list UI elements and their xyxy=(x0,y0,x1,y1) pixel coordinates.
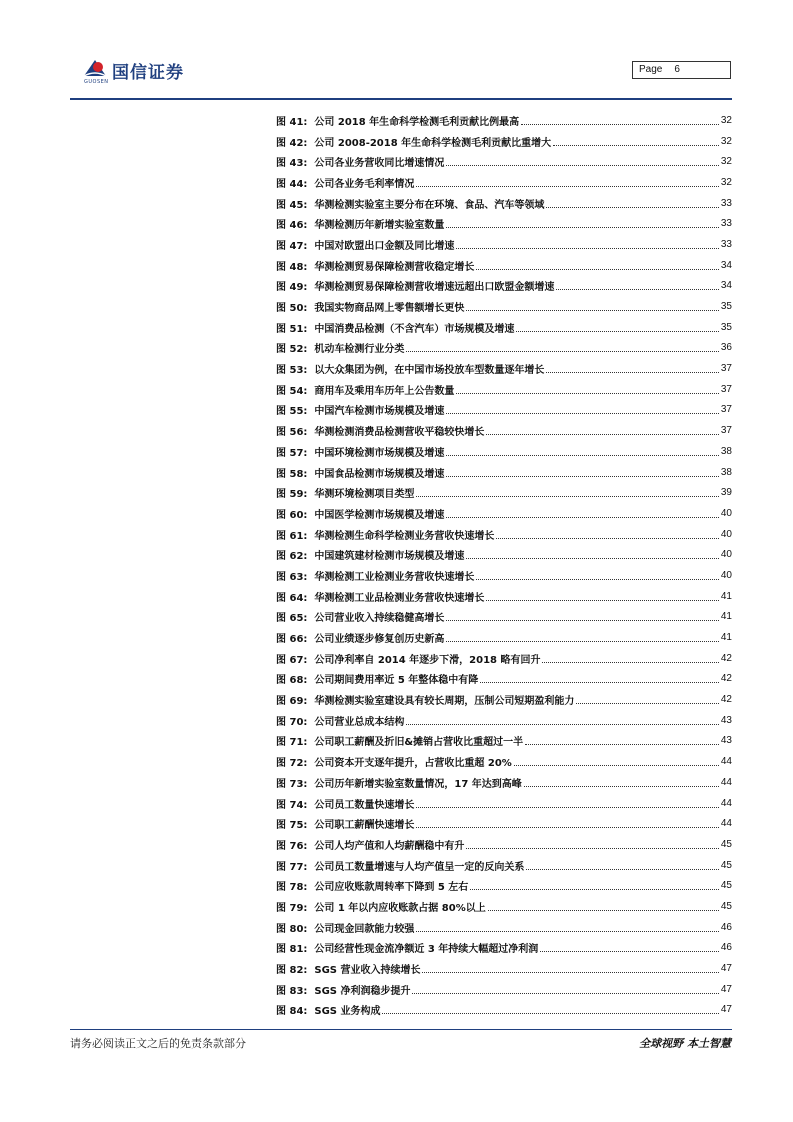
toc-entry[interactable] xyxy=(276,1000,732,1021)
toc-figure-number: 图 51: xyxy=(276,323,308,335)
toc-figure-title: 公司期间费用率近 5 年整体稳中有降 xyxy=(314,675,479,687)
toc-page-number: 43 xyxy=(720,735,732,747)
toc-figure-number: 图 73: xyxy=(276,778,308,790)
toc-leader-dots xyxy=(416,931,719,932)
disclaimer-note: 请务必阅读正文之后的免责条款部分 xyxy=(70,1037,246,1050)
toc-entry[interactable] xyxy=(276,875,732,896)
page-label: Page xyxy=(639,64,663,75)
toc-figure-title: 商用车及乘用车历年上公告数量 xyxy=(314,385,455,397)
toc-figure-number: 图 74: xyxy=(276,799,308,811)
toc-figure-title: 华测检测实验室建设具有较长周期，压制公司短期盈利能力 xyxy=(314,696,575,708)
toc-figure-number: 图 63: xyxy=(276,571,308,583)
toc-leader-dots xyxy=(524,786,719,787)
toc-leader-dots xyxy=(446,455,719,456)
toc-entry[interactable] xyxy=(276,441,732,462)
toc-entry[interactable] xyxy=(276,338,732,359)
toc-entry[interactable] xyxy=(276,917,732,938)
toc-leader-dots xyxy=(446,620,719,621)
toc-figure-title: 公司营业收入持续稳健高增长 xyxy=(314,613,445,625)
toc-figure-title: SGS 净利润稳步提升 xyxy=(314,985,411,997)
toc-figure-number: 图 60: xyxy=(276,509,308,521)
toc-leader-dots xyxy=(476,269,719,270)
toc-page-number: 42 xyxy=(720,673,732,685)
toc-leader-dots xyxy=(416,807,719,808)
toc-leader-dots xyxy=(546,372,719,373)
toc-figure-number: 图 80: xyxy=(276,923,308,935)
toc-figure-title: 公司 2008-2018 年生命科学检测毛利贡献比重增大 xyxy=(314,137,552,149)
toc-figure-number: 图 54: xyxy=(276,385,308,397)
toc-entry[interactable] xyxy=(276,131,732,152)
toc-entry[interactable] xyxy=(276,565,732,586)
toc-leader-dots xyxy=(516,331,719,332)
toc-figure-number: 图 47: xyxy=(276,240,308,252)
toc-figure-title: 公司 2018 年生命科学检测毛利贡献比例最高 xyxy=(314,116,520,128)
toc-figure-title: 华测检测历年新增实验室数量 xyxy=(314,220,445,232)
toc-leader-dots xyxy=(514,765,719,766)
toc-page-number: 36 xyxy=(720,342,732,354)
toc-figure-title: 公司人均产值和人均薪酬稳中有升 xyxy=(314,840,465,852)
toc-figure-number: 图 50: xyxy=(276,303,308,315)
toc-figure-number: 图 45: xyxy=(276,199,308,211)
toc-page-number: 40 xyxy=(720,549,732,561)
toc-page-number: 45 xyxy=(720,900,732,912)
toc-figure-title: 华测检测消费品检测营收平稳较快增长 xyxy=(314,427,485,439)
toc-leader-dots xyxy=(540,951,719,952)
toc-figure-title: 华测检测实验室主要分布在环境、食品、汽车等领域 xyxy=(314,199,545,211)
toc-leader-dots xyxy=(480,682,719,683)
toc-figure-title: 公司员工数量快速增长 xyxy=(314,799,415,811)
toc-page-number: 32 xyxy=(720,176,732,188)
toc-figure-title: 华测检测工业品检测业务营收快速增长 xyxy=(314,592,485,604)
toc-figure-title: 公司各业务毛利率情况 xyxy=(314,178,415,190)
toc-figure-number: 图 67: xyxy=(276,654,308,666)
toc-figure-title: 公司净利率自 2014 年逐步下滑，2018 略有回升 xyxy=(314,654,541,666)
toc-figure-number: 图 56: xyxy=(276,427,308,439)
toc-figure-number: 图 42: xyxy=(276,137,308,149)
toc-page-number: 40 xyxy=(720,569,732,581)
toc-leader-dots xyxy=(382,1013,718,1014)
toc-figure-title: 中国汽车检测市场规模及增速 xyxy=(314,406,445,418)
toc-entry[interactable] xyxy=(276,234,732,255)
toc-leader-dots xyxy=(542,662,718,663)
toc-entry[interactable] xyxy=(276,255,732,276)
toc-figure-number: 图 55: xyxy=(276,406,308,418)
toc-figure-number: 图 69: xyxy=(276,696,308,708)
toc-leader-dots xyxy=(446,517,719,518)
toc-page-number: 41 xyxy=(720,611,732,623)
toc-entry[interactable] xyxy=(276,544,732,565)
toc-page-number: 34 xyxy=(720,280,732,292)
toc-leader-dots xyxy=(546,207,719,208)
toc-leader-dots xyxy=(556,289,719,290)
toc-leader-dots xyxy=(412,993,718,994)
toc-entry[interactable] xyxy=(276,172,732,193)
toc-page-number: 32 xyxy=(720,114,732,126)
toc-entry[interactable] xyxy=(276,193,732,214)
toc-figure-number: 图 52: xyxy=(276,344,308,356)
toc-leader-dots xyxy=(486,600,719,601)
toc-page-number: 42 xyxy=(720,694,732,706)
toc-page-number: 37 xyxy=(720,404,732,416)
toc-figure-title: 公司业绩逐步修复创历史新高 xyxy=(314,634,445,646)
toc-page-number: 39 xyxy=(720,487,732,499)
toc-figure-number: 图 83: xyxy=(276,985,308,997)
toc-leader-dots xyxy=(406,724,719,725)
toc-figure-number: 图 70: xyxy=(276,716,308,728)
toc-entry[interactable] xyxy=(276,834,732,855)
toc-figure-title: 华测环境检测项目类型 xyxy=(314,489,415,501)
toc-page-number: 44 xyxy=(720,776,732,788)
toc-leader-dots xyxy=(406,351,719,352)
toc-figure-number: 图 75: xyxy=(276,820,308,832)
toc-entry[interactable] xyxy=(276,813,732,834)
figure-index-list xyxy=(276,110,732,1020)
toc-figure-title: 公司历年新增实验室数量情况，17 年达到高峰 xyxy=(314,778,522,790)
logo-text: 国信证券 xyxy=(112,63,184,83)
toc-page-number: 33 xyxy=(720,218,732,230)
toc-leader-dots xyxy=(470,889,719,890)
toc-leader-dots xyxy=(446,227,719,228)
toc-entry[interactable] xyxy=(276,938,732,959)
toc-figure-number: 图 49: xyxy=(276,282,308,294)
toc-entry[interactable] xyxy=(276,420,732,441)
toc-page-number: 47 xyxy=(720,983,732,995)
toc-page-number: 43 xyxy=(720,714,732,726)
toc-leader-dots xyxy=(466,848,719,849)
page-header xyxy=(0,0,793,100)
toc-page-number: 37 xyxy=(720,363,732,375)
toc-figure-title: 中国消费品检测（不含汽车）市场规模及增速 xyxy=(314,323,515,335)
toc-figure-number: 图 65: xyxy=(276,613,308,625)
toc-page-number: 44 xyxy=(720,797,732,809)
company-slogan: 全球视野 本土智慧 xyxy=(639,1037,731,1050)
toc-entry[interactable] xyxy=(276,400,732,421)
toc-figure-number: 图 81: xyxy=(276,944,308,956)
toc-figure-number: 图 58: xyxy=(276,468,308,480)
toc-page-number: 37 xyxy=(720,383,732,395)
toc-figure-title: 华测检测贸易保障检测营收稳定增长 xyxy=(314,261,475,273)
toc-entry[interactable] xyxy=(276,503,732,524)
toc-entry[interactable] xyxy=(276,855,732,876)
toc-leader-dots xyxy=(466,310,719,311)
toc-leader-dots xyxy=(488,910,719,911)
toc-entry[interactable] xyxy=(276,482,732,503)
toc-leader-dots xyxy=(466,558,719,559)
toc-page-number: 42 xyxy=(720,652,732,664)
toc-page-number: 33 xyxy=(720,197,732,209)
toc-entry[interactable] xyxy=(276,276,732,297)
toc-figure-number: 图 78: xyxy=(276,882,308,894)
toc-figure-title: 公司职工薪酬及折旧&摊销占营收比重超过一半 xyxy=(314,737,524,749)
toc-entry[interactable] xyxy=(276,213,732,234)
toc-page-number: 44 xyxy=(720,756,732,768)
toc-page-number: 40 xyxy=(720,528,732,540)
toc-leader-dots xyxy=(446,165,719,166)
toc-entry[interactable] xyxy=(276,979,732,1000)
toc-figure-title: 华测检测生命科学检测业务营收快速增长 xyxy=(314,530,495,542)
toc-page-number: 37 xyxy=(720,425,732,437)
footer-divider xyxy=(70,1029,732,1030)
toc-entry[interactable] xyxy=(276,669,732,690)
toc-page-number: 35 xyxy=(720,321,732,333)
header-divider xyxy=(70,98,732,100)
toc-entry[interactable] xyxy=(276,793,732,814)
toc-figure-number: 图 48: xyxy=(276,261,308,273)
toc-entry[interactable] xyxy=(276,689,732,710)
toc-leader-dots xyxy=(446,641,719,642)
toc-page-number: 34 xyxy=(720,259,732,271)
toc-figure-title: 机动车检测行业分类 xyxy=(314,344,405,356)
toc-figure-number: 图 64: xyxy=(276,592,308,604)
toc-figure-number: 图 53: xyxy=(276,365,308,377)
toc-figure-title: 中国食品检测市场规模及增速 xyxy=(314,468,445,480)
toc-figure-title: 中国环境检测市场规模及增速 xyxy=(314,447,445,459)
toc-figure-title: 公司 1 年以内应收账款占据 80%以上 xyxy=(314,902,486,914)
toc-figure-number: 图 76: xyxy=(276,840,308,852)
guosen-logo xyxy=(82,56,202,86)
toc-figure-title: 我国实物商品网上零售额增长更快 xyxy=(314,303,465,315)
toc-figure-number: 图 79: xyxy=(276,902,308,914)
toc-entry[interactable] xyxy=(276,896,732,917)
toc-figure-title: 华测检测贸易保障检测营收增速远超出口欧盟金额增速 xyxy=(314,282,555,294)
toc-page-number: 47 xyxy=(720,963,732,975)
page-indicator xyxy=(632,61,731,79)
toc-page-number: 45 xyxy=(720,838,732,850)
toc-figure-title: 公司现金回款能力较强 xyxy=(314,923,415,935)
toc-page-number: 33 xyxy=(720,238,732,250)
toc-figure-number: 图 43: xyxy=(276,158,308,170)
toc-figure-number: 图 41: xyxy=(276,116,308,128)
toc-page-number: 38 xyxy=(720,466,732,478)
toc-figure-title: 公司应收账款周转率下降到 5 左右 xyxy=(314,882,469,894)
toc-figure-title: 公司员工数量增速与人均产值呈一定的反向关系 xyxy=(314,861,525,873)
toc-page-number: 46 xyxy=(720,942,732,954)
toc-leader-dots xyxy=(496,538,719,539)
toc-entry[interactable] xyxy=(276,462,732,483)
toc-page-number: 35 xyxy=(720,301,732,313)
toc-figure-title: 公司资本开支逐年提升，占营收比重超 20% xyxy=(314,758,512,770)
toc-leader-dots xyxy=(553,145,719,146)
toc-page-number: 32 xyxy=(720,135,732,147)
toc-leader-dots xyxy=(422,972,718,973)
toc-figure-number: 图 84: xyxy=(276,1006,308,1018)
toc-figure-title: 以大众集团为例，在中国市场投放车型数量逐年增长 xyxy=(314,365,545,377)
toc-figure-number: 图 62: xyxy=(276,551,308,563)
toc-leader-dots xyxy=(416,186,719,187)
toc-figure-title: SGS 营业收入持续增长 xyxy=(314,965,421,977)
toc-leader-dots xyxy=(416,827,719,828)
toc-leader-dots xyxy=(526,869,719,870)
toc-figure-title: 公司职工薪酬快速增长 xyxy=(314,820,415,832)
toc-figure-title: 华测检测工业检测业务营收快速增长 xyxy=(314,571,475,583)
toc-entry[interactable] xyxy=(276,151,732,172)
toc-leader-dots xyxy=(521,124,719,125)
toc-page-number: 45 xyxy=(720,859,732,871)
toc-figure-number: 图 57: xyxy=(276,447,308,459)
toc-leader-dots xyxy=(525,744,719,745)
page-number: 6 xyxy=(674,64,680,75)
toc-figure-number: 图 72: xyxy=(276,758,308,770)
toc-page-number: 38 xyxy=(720,445,732,457)
toc-figure-title: 公司各业务营收同比增速情况 xyxy=(314,158,445,170)
toc-page-number: 45 xyxy=(720,880,732,892)
toc-figure-number: 图 59: xyxy=(276,489,308,501)
toc-figure-number: 图 71: xyxy=(276,737,308,749)
toc-figure-number: 图 66: xyxy=(276,634,308,646)
toc-entry[interactable] xyxy=(276,772,732,793)
toc-entry[interactable] xyxy=(276,627,732,648)
toc-entry[interactable] xyxy=(276,296,732,317)
toc-figure-number: 图 68: xyxy=(276,675,308,687)
toc-figure-title: 中国建筑建材检测市场规模及增速 xyxy=(314,551,465,563)
toc-figure-title: 公司营业总成本结构 xyxy=(314,716,405,728)
toc-page-number: 47 xyxy=(720,1004,732,1016)
toc-leader-dots xyxy=(416,496,719,497)
toc-entry[interactable] xyxy=(276,110,732,131)
toc-entry[interactable] xyxy=(276,358,732,379)
toc-entry[interactable] xyxy=(276,586,732,607)
toc-entry[interactable] xyxy=(276,607,732,628)
toc-leader-dots xyxy=(446,476,719,477)
toc-entry[interactable] xyxy=(276,751,732,772)
toc-figure-number: 图 61: xyxy=(276,530,308,542)
toc-entry[interactable] xyxy=(276,379,732,400)
toc-figure-title: SGS 业务构成 xyxy=(314,1006,381,1018)
toc-entry[interactable] xyxy=(276,731,732,752)
toc-entry[interactable] xyxy=(276,958,732,979)
toc-page-number: 32 xyxy=(720,156,732,168)
toc-leader-dots xyxy=(576,703,719,704)
toc-page-number: 41 xyxy=(720,590,732,602)
toc-leader-dots xyxy=(476,579,719,580)
toc-figure-number: 图 44: xyxy=(276,178,308,190)
toc-figure-number: 图 77: xyxy=(276,861,308,873)
toc-entry[interactable] xyxy=(276,317,732,338)
toc-leader-dots xyxy=(456,393,719,394)
toc-page-number: 40 xyxy=(720,507,732,519)
toc-page-number: 44 xyxy=(720,818,732,830)
toc-entry[interactable] xyxy=(276,710,732,731)
toc-entry[interactable] xyxy=(276,524,732,545)
toc-figure-number: 图 46: xyxy=(276,220,308,232)
toc-figure-title: 中国对欧盟出口金额及同比增速 xyxy=(314,240,455,252)
toc-page-number: 46 xyxy=(720,921,732,933)
toc-figure-title: 公司经营性现金流净额近 3 年持续大幅超过净利润 xyxy=(314,944,539,956)
toc-leader-dots xyxy=(486,434,719,435)
toc-entry[interactable] xyxy=(276,648,732,669)
toc-figure-title: 中国医学检测市场规模及增速 xyxy=(314,509,445,521)
logo-subtext: GUOSEN xyxy=(84,79,109,85)
toc-figure-number: 图 82: xyxy=(276,965,308,977)
toc-page-number: 41 xyxy=(720,632,732,644)
toc-leader-dots xyxy=(456,248,719,249)
toc-leader-dots xyxy=(446,413,719,414)
